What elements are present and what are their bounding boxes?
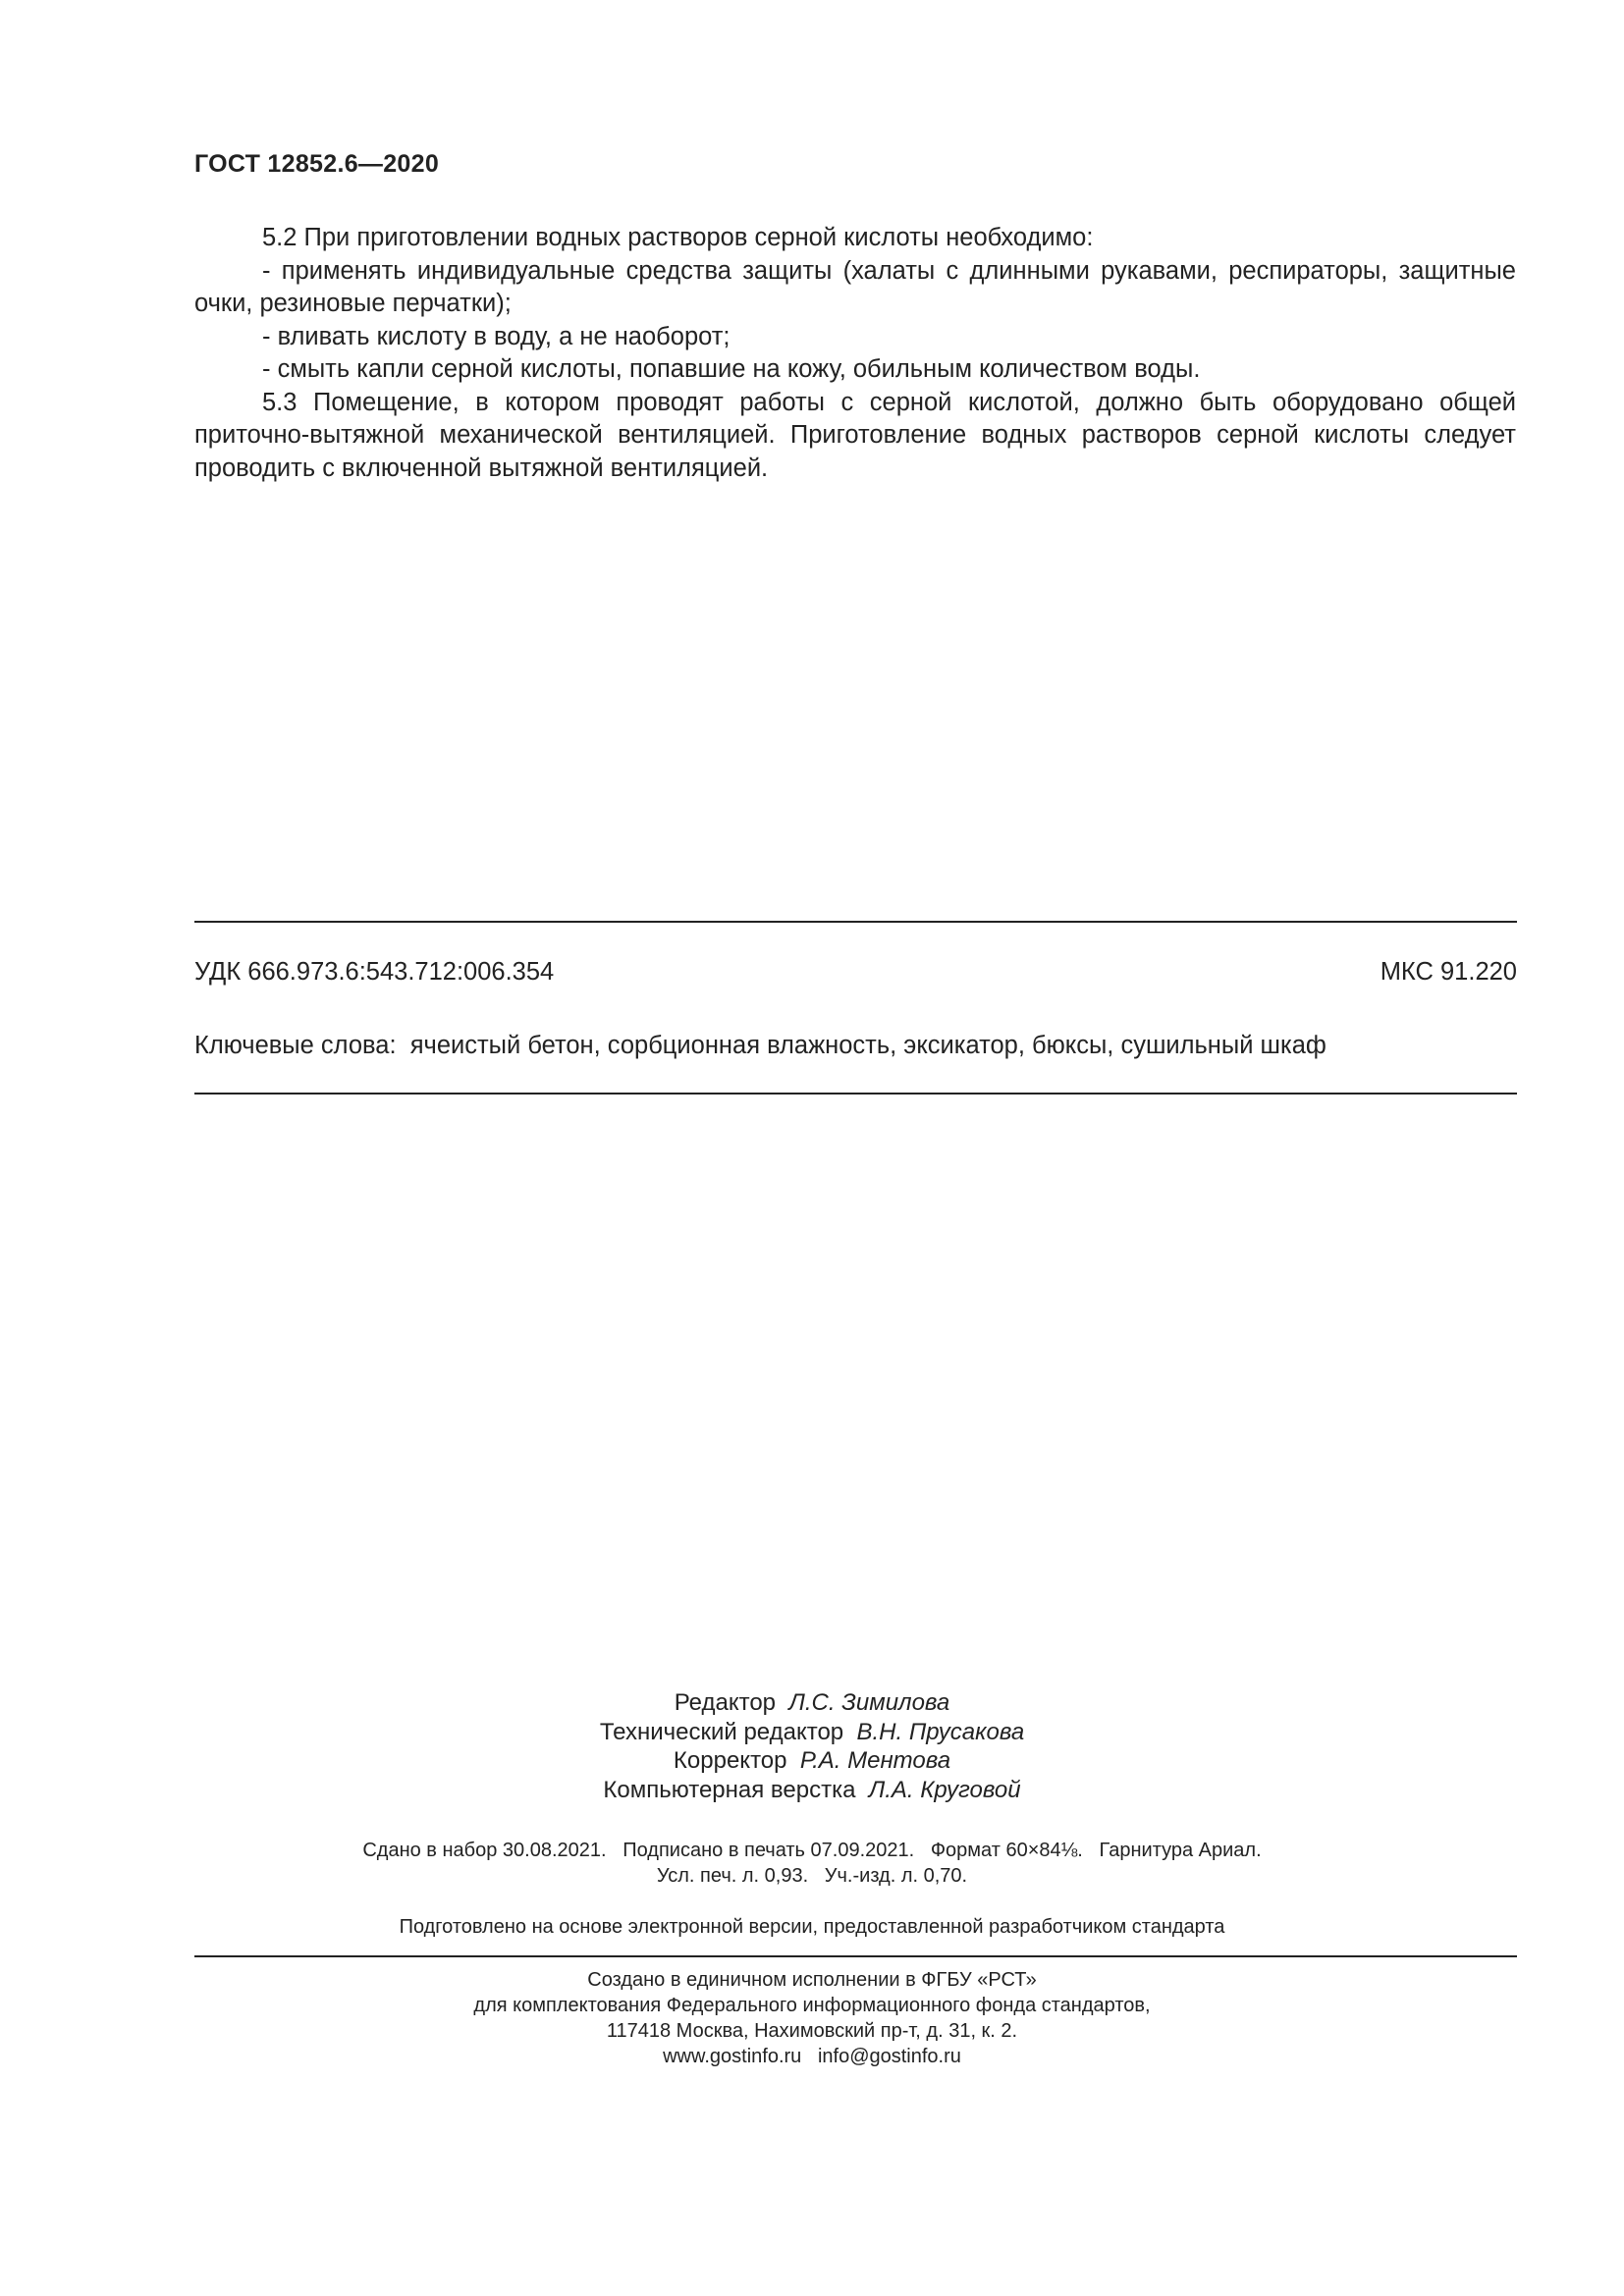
credit-person: В.Н. Прусакова (856, 1718, 1025, 1745)
list-item-acid-into-water: - вливать кислоту в воду, а не наоборот; (262, 322, 731, 350)
keywords-label: Ключевые слова: (194, 1032, 397, 1059)
credits-block (0, 1688, 1624, 1804)
print-info-line-2: Усл. печ. л. 0,93. Уч.-изд. л. 0,70. (656, 1865, 968, 1887)
credit-proofreader (0, 1746, 1624, 1776)
standard-code: ГОСТ 12852.6—2020 (194, 150, 440, 178)
publisher-line-1: Создано в единичном исполнении в ФГБУ «РСТ» (587, 1969, 1037, 1991)
credit-role: Корректор (673, 1747, 787, 1774)
prepared-text: Подготовлено на основе электронной версии, предоставленной разработчиком стандарта (399, 1916, 1225, 1938)
publisher-block (0, 1967, 1624, 2069)
credit-layout (0, 1776, 1624, 1805)
credit-editor (0, 1688, 1624, 1718)
classification-line (194, 957, 1517, 987)
publisher-line-2: для комплектования Федерального информационного фонда стандартов, (473, 1995, 1151, 2016)
credit-role: Редактор (674, 1689, 777, 1716)
divider-bottom (194, 1955, 1517, 1957)
mks-code: МКС 91.220 (1380, 958, 1517, 986)
credit-role: Компьютерная верстка (603, 1776, 856, 1803)
credit-role: Технический редактор (599, 1718, 844, 1745)
paragraph-5-2: 5.2 При приготовлении водных растворов серной кислоты необходимо: (262, 224, 1094, 251)
keywords-line (194, 1031, 1517, 1060)
publisher-line-3: 117418 Москва, Нахимовский пр-т, д. 31, к. 2. (606, 2020, 1018, 2042)
credit-tech-editor (0, 1718, 1624, 1747)
credit-person: Л.С. Зимилова (788, 1689, 950, 1716)
print-info (0, 1838, 1624, 1889)
print-info-line-1: Сдано в набор 30.08.2021. Подписано в печать 07.09.2021. Формат 60×84⅛. Гарнитура Ариал. (362, 1840, 1262, 1861)
credit-person: Л.А. Круговой (868, 1776, 1021, 1803)
prepared-note (0, 1914, 1624, 1940)
divider-middle (194, 1093, 1517, 1095)
paragraph-5-3: 5.3 Помещение, в котором проводят работы с серной кислотой, должно быть оборудовано общей приточно-вытяжной механической вентиляцией. Приготовление водных растворов серной кислоты следует проводить с включенной вытяжной вентиляцией. (194, 388, 1516, 482)
udk-code: УДК 666.973.6:543.712:006.354 (194, 958, 555, 986)
publisher-contacts: www.gostinfo.ru info@gostinfo.ru (663, 2046, 961, 2067)
body-text (194, 222, 1516, 485)
keywords-text: ячеистый бетон, сорбционная влажность, эксикатор, бюксы, сушильный шкаф (409, 1032, 1326, 1059)
divider-top (194, 921, 1517, 923)
list-item-protection: - применять индивидуальные средства защиты (халаты с длинными рукавами, респираторы, защитные очки, резиновые перчатки); (194, 256, 1516, 317)
credit-person: Р.А. Ментова (799, 1747, 951, 1774)
list-item-rinse: - смыть капли серной кислоты, попавшие на кожу, обильным количеством воды. (262, 355, 1201, 383)
